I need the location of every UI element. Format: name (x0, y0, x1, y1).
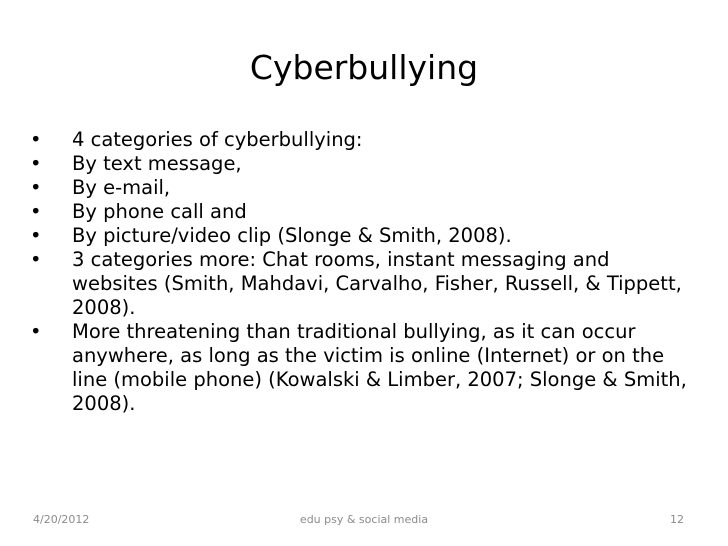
bullet-list (30, 128, 695, 416)
bullet-icon: • (30, 128, 42, 151)
bullet-item (30, 200, 695, 224)
bullet-item (30, 320, 695, 416)
bullet-text: By phone call and (72, 200, 247, 223)
footer-center-text: edu psy & social media (299, 513, 429, 526)
bullet-text: 3 categories more: Chat rooms, instant messaging and websites (Smith, Mahdavi, Carvalho, Fisher, Russell, & Tippett, 2008). (72, 248, 682, 319)
bullet-text: By picture/video clip (Slonge & Smith, 2008). (72, 224, 512, 247)
bullet-item (30, 152, 695, 176)
bullet-icon: • (30, 320, 42, 343)
bullet-icon: • (30, 176, 42, 199)
bullet-icon: • (30, 152, 42, 175)
bullet-text: 4 categories of cyberbullying: (72, 128, 363, 151)
slide-title: Cyberbullying (249, 48, 479, 87)
bullet-icon: • (30, 224, 42, 247)
bullet-item (30, 128, 695, 152)
bullet-item (30, 176, 695, 200)
bullet-text: More threatening than traditional bullying, as it can occur anywhere, as long as the victim is online (Internet) or on the line (mobile phone) (Kowalski & Limber, 2007; Slonge & Smith, 2008). (72, 320, 687, 415)
bullet-text: By text message, (72, 152, 242, 175)
footer-page-number: 12 (670, 513, 684, 526)
bullet-icon: • (30, 248, 42, 271)
bullet-item (30, 248, 695, 320)
bullet-item (30, 224, 695, 248)
footer-date: 4/20/2012 (33, 513, 90, 526)
bullet-icon: • (30, 200, 42, 223)
bullet-text: By e-mail, (72, 176, 171, 199)
